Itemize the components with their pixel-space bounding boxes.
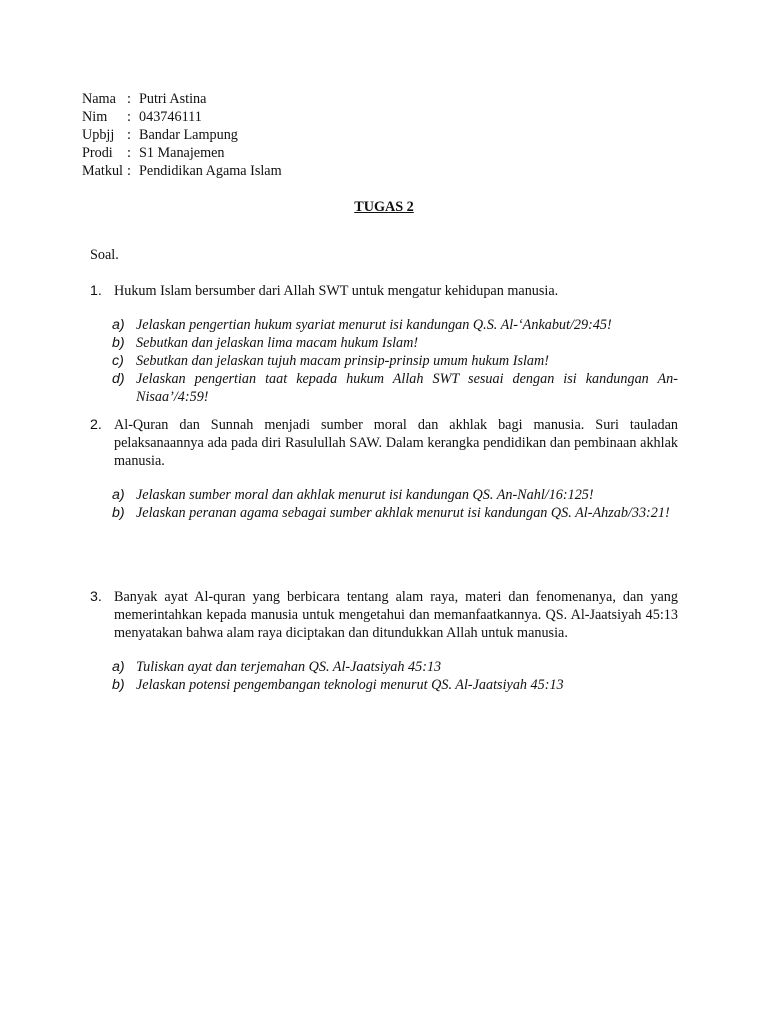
- info-row-prodi: [82, 144, 282, 162]
- sub-question-letter: a): [112, 317, 125, 333]
- info-value: Bandar Lampung: [139, 127, 238, 143]
- info-value: Putri Astina: [139, 91, 207, 107]
- sub-question-text: Jelaskan pengertian hukum syariat menurut isi kandungan Q.S. Al-‘Ankabut/29:45!: [136, 317, 612, 333]
- sub-question-text: Jelaskan pengertian taat kepada hukum Allah SWT sesuai dengan isi kandungan An-Nisaa’/4:59!: [136, 371, 678, 405]
- sub-question-text: Sebutkan dan jelaskan tujuh macam prinsip-prinsip umum hukum Islam!: [136, 353, 549, 369]
- info-label: Upbjj: [82, 127, 115, 143]
- question-text: Banyak ayat Al-quran yang berbicara tentang alam raya, materi dan fenomenanya, dan yang memerintahkan kepada manusia untuk mengetahui dan memanfaatkannya. QS. Al-Jaatsiyah 45:13 menyatakan bahwa alam raya diciptakan dan ditundukkan Allah untuk manusia.: [114, 589, 678, 641]
- sub-question-list: [112, 316, 678, 406]
- info-label: Nama: [82, 91, 116, 107]
- document-title: TUGAS 2: [354, 199, 414, 215]
- sub-question-letter: b): [112, 505, 125, 521]
- sub-question-text: Sebutkan dan jelaskan lima macam hukum Islam!: [136, 335, 419, 351]
- info-label: Matkul: [82, 163, 123, 179]
- sub-question-text: Jelaskan potensi pengembangan teknologi menurut QS. Al-Jaatsiyah 45:13: [136, 677, 564, 693]
- question-text: Al-Quran dan Sunnah menjadi sumber moral dan akhlak bagi manusia. Suri tauladan pelaksanaannya ada pada diri Rasulullah SAW. Dalam kerangka pendidikan dan pembinaan akhlak manusia.: [114, 417, 678, 469]
- sub-question: [112, 676, 678, 694]
- info-separator: :: [127, 91, 131, 107]
- sub-question: [112, 316, 678, 334]
- info-row-upbjj: [82, 126, 282, 144]
- sub-question: [112, 658, 678, 676]
- sub-question-letter: b): [112, 677, 125, 693]
- student-info: [82, 90, 282, 180]
- sub-question: [112, 334, 678, 352]
- question-text: Hukum Islam bersumber dari Allah SWT untuk mengatur kehidupan manusia.: [114, 283, 559, 299]
- sub-question-letter: d): [112, 371, 125, 387]
- sub-question: [112, 352, 678, 370]
- sub-question-letter: c): [112, 353, 124, 369]
- info-separator: :: [127, 145, 131, 161]
- soal-label: Soal.: [90, 247, 119, 263]
- sub-question: [112, 370, 678, 406]
- question-1: [90, 282, 678, 406]
- sub-question-text: Jelaskan peranan agama sebagai sumber akhlak menurut isi kandungan QS. Al-Ahzab/33:21!: [136, 505, 670, 521]
- info-value: Pendidikan Agama Islam: [139, 163, 282, 179]
- sub-question-text: Tuliskan ayat dan terjemahan QS. Al-Jaatsiyah 45:13: [136, 659, 442, 675]
- info-label: Nim: [82, 109, 108, 125]
- info-separator: :: [127, 163, 131, 179]
- info-row-nama: [82, 90, 282, 108]
- sub-question-list: [112, 486, 678, 522]
- info-separator: :: [127, 127, 131, 143]
- sub-question-letter: a): [112, 487, 125, 503]
- question-number: 2.: [90, 417, 102, 433]
- sub-question: [112, 504, 678, 522]
- info-separator: :: [127, 109, 131, 125]
- question-2: [90, 416, 678, 522]
- question-number: 3.: [90, 589, 102, 605]
- question-3: [90, 588, 678, 694]
- info-label: Prodi: [82, 145, 113, 161]
- info-row-nim: [82, 108, 282, 126]
- info-value: 043746111: [139, 109, 202, 125]
- sub-question-list: [112, 658, 678, 694]
- sub-question-text: Jelaskan sumber moral dan akhlak menurut isi kandungan QS. An-Nahl/16:125!: [136, 487, 594, 503]
- info-row-matkul: [82, 162, 282, 180]
- sub-question-letter: a): [112, 659, 125, 675]
- sub-question-letter: b): [112, 335, 125, 351]
- sub-question: [112, 486, 678, 504]
- info-value: S1 Manajemen: [139, 145, 225, 161]
- question-number: 1.: [90, 283, 102, 299]
